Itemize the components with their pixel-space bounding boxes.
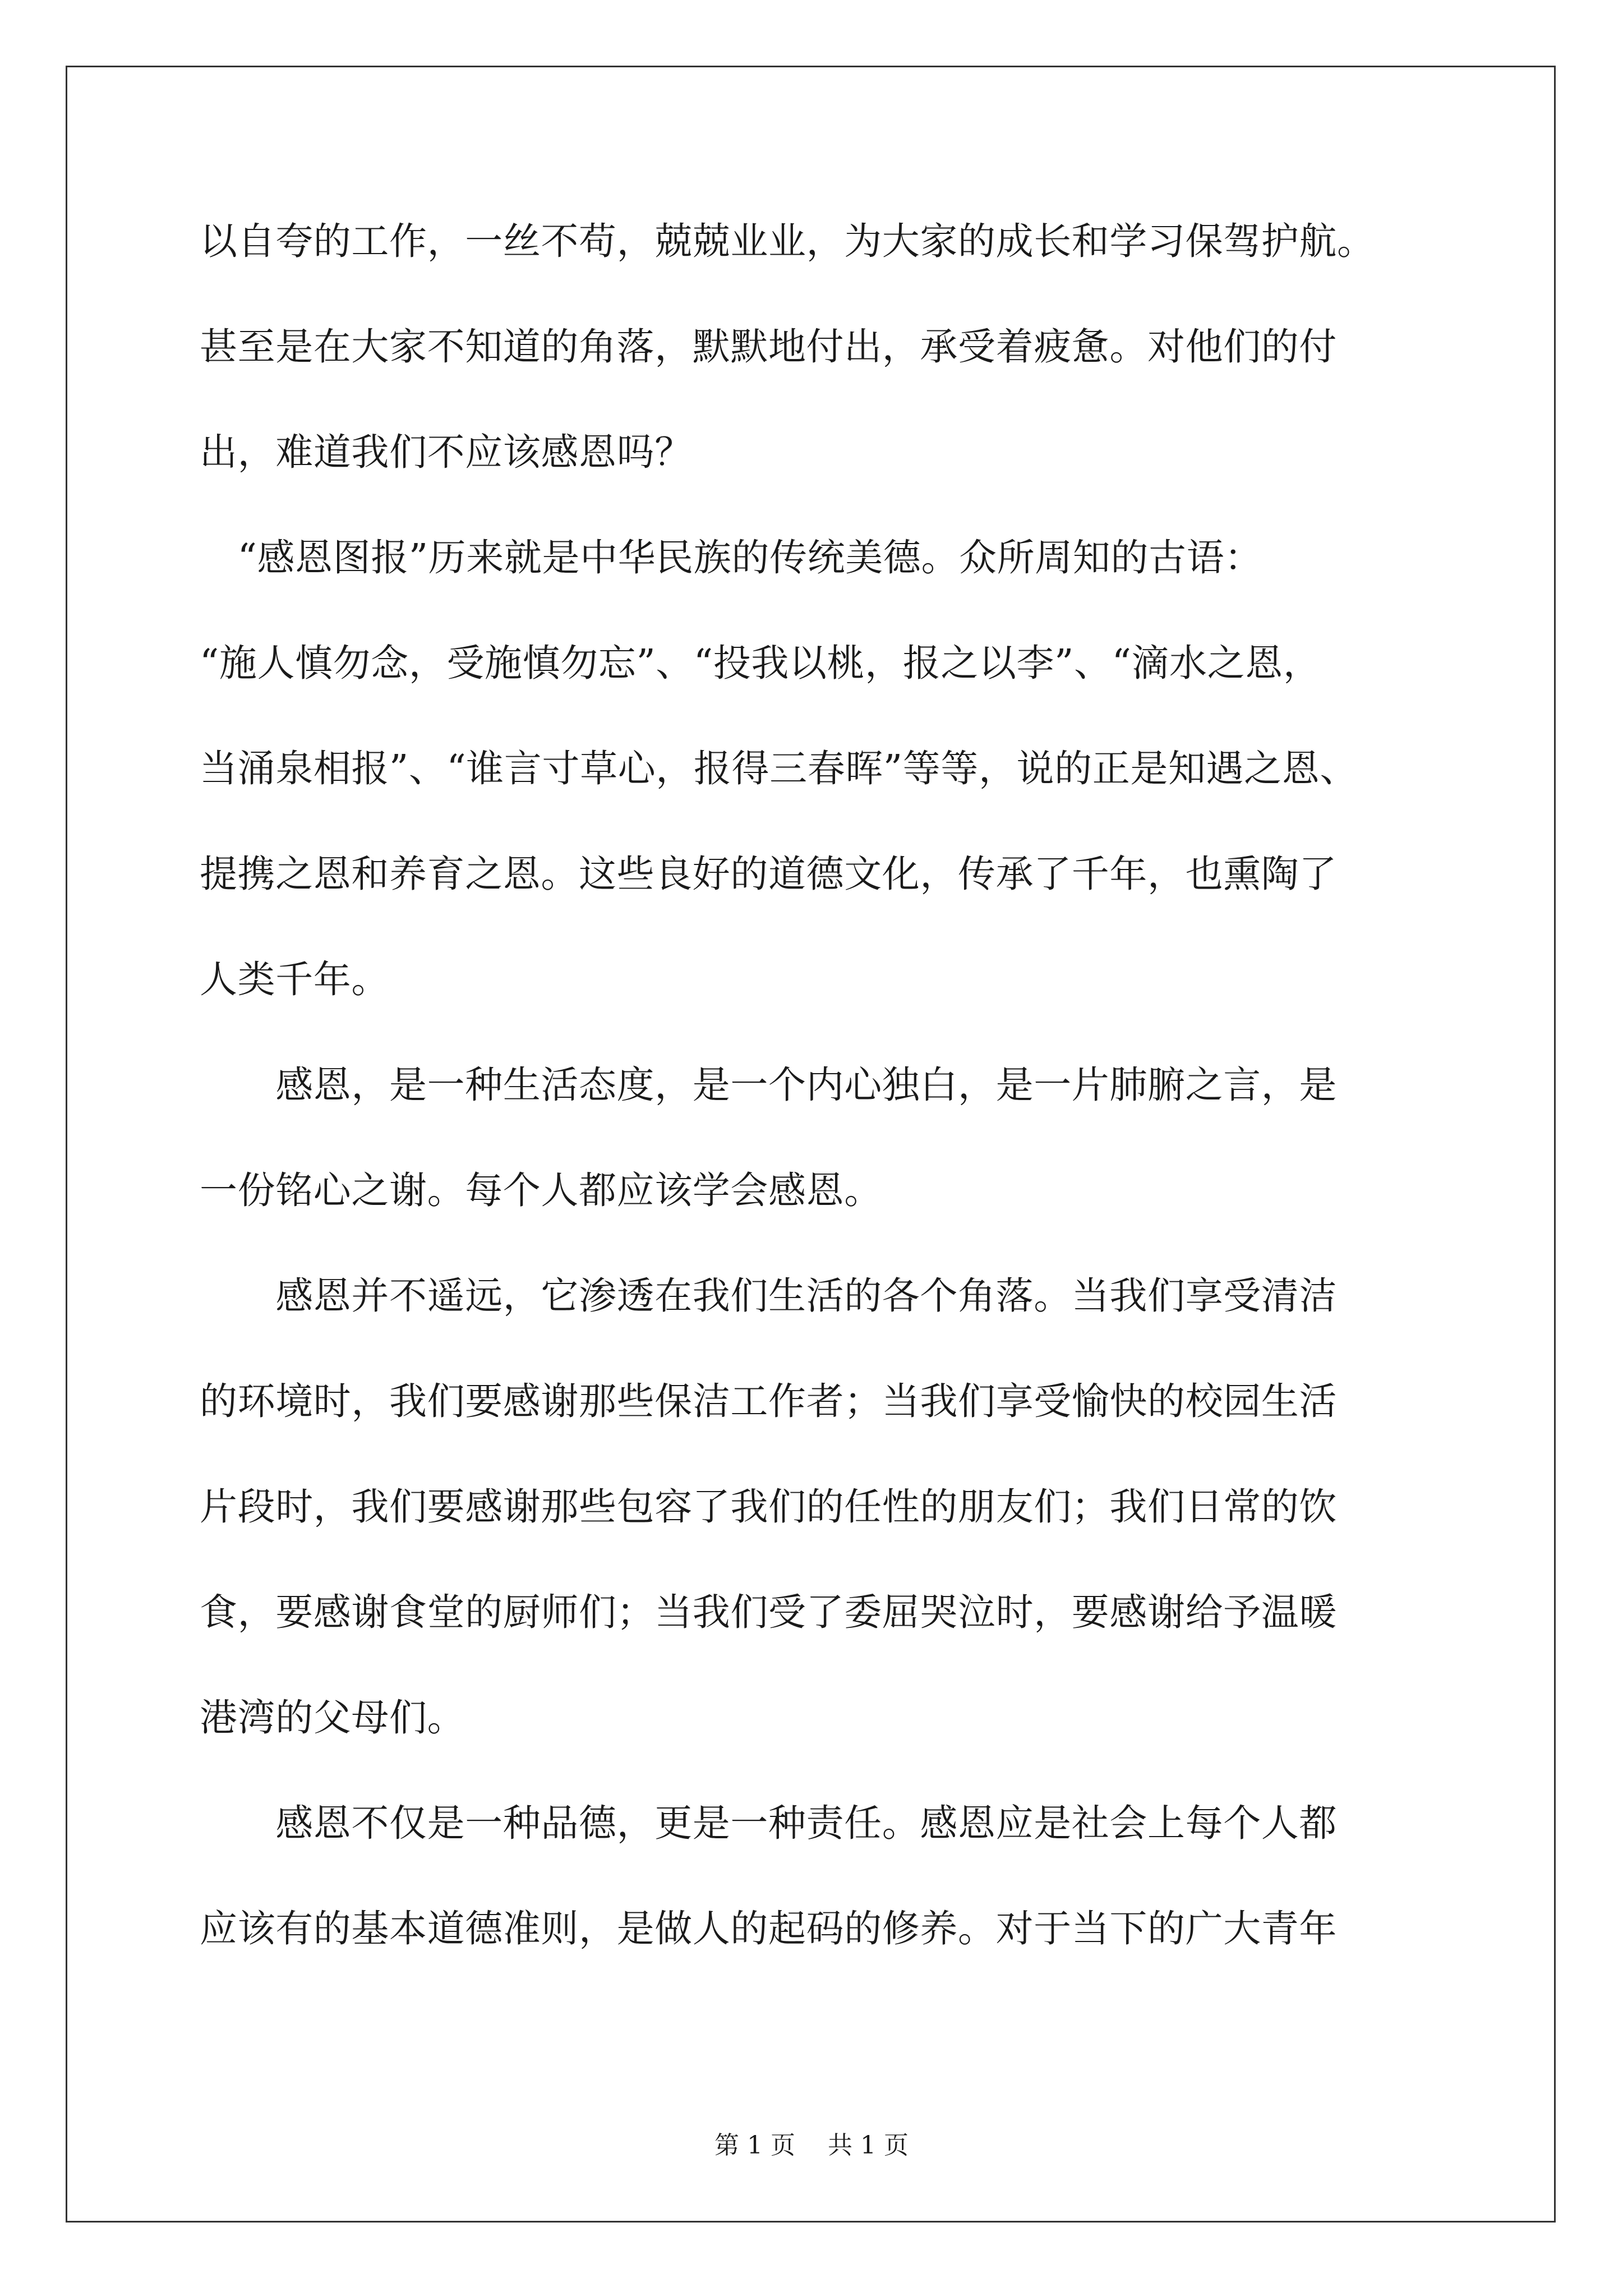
- text-line: “感恩图报”历来就是中华民族的传统美德。众所周知的古语：: [200, 536, 1262, 579]
- text-line: 当涌泉相报”、“谁言寸草心，报得三春晖”等等，说的正是知遇之恩、: [200, 747, 1358, 790]
- text-line: 食，要感谢食堂的厨师们；当我们受了委屈哭泣时，要感谢给予温暖: [200, 1590, 1337, 1634]
- text-line: 一份铭心之谢。每个人都应该学会感恩。: [200, 1168, 882, 1212]
- text-line: 的环境时，我们要感谢那些保洁工作者；当我们享受愉快的校园生活: [200, 1379, 1337, 1423]
- text-line: 片段时，我们要感谢那些包容了我们的任性的朋友们；我们日常的饮: [200, 1485, 1337, 1529]
- text-line: 提携之恩和养育之恩。这些良好的道德文化，传承了千年，也熏陶了: [200, 852, 1337, 896]
- text-line: 港湾的父母们。: [200, 1696, 465, 1740]
- text-line: 应该有的基本道德准则，是做人的起码的修养。对于当下的广大青年: [200, 1907, 1337, 1950]
- page-number-footer: 第 1 页 共 1 页: [714, 2131, 909, 2160]
- text-line: 人类千年。: [200, 958, 389, 1001]
- text-line: 感恩并不遥远，它渗透在我们生活的各个角落。当我们享受清洁: [200, 1274, 1337, 1318]
- text-line: 出，难道我们不应该感恩吗？: [200, 430, 693, 474]
- text-line: 感恩不仅是一种品德，更是一种责任。感恩应是社会上每个人都: [200, 1801, 1337, 1845]
- text-line: “施人慎勿念，受施慎勿忘”、“投我以桃，报之以李”、“滴水之恩，: [200, 641, 1321, 685]
- text-line: 感恩，是一种生活态度，是一个内心独白，是一片肺腑之言，是: [200, 1063, 1337, 1107]
- text-line: 甚至是在大家不知道的角落，默默地付出，承受着疲惫。对他们的付: [200, 325, 1337, 369]
- text-line: 以自夸的工作，一丝不苟，兢兢业业，为大家的成长和学习保驾护航。: [200, 219, 1375, 263]
